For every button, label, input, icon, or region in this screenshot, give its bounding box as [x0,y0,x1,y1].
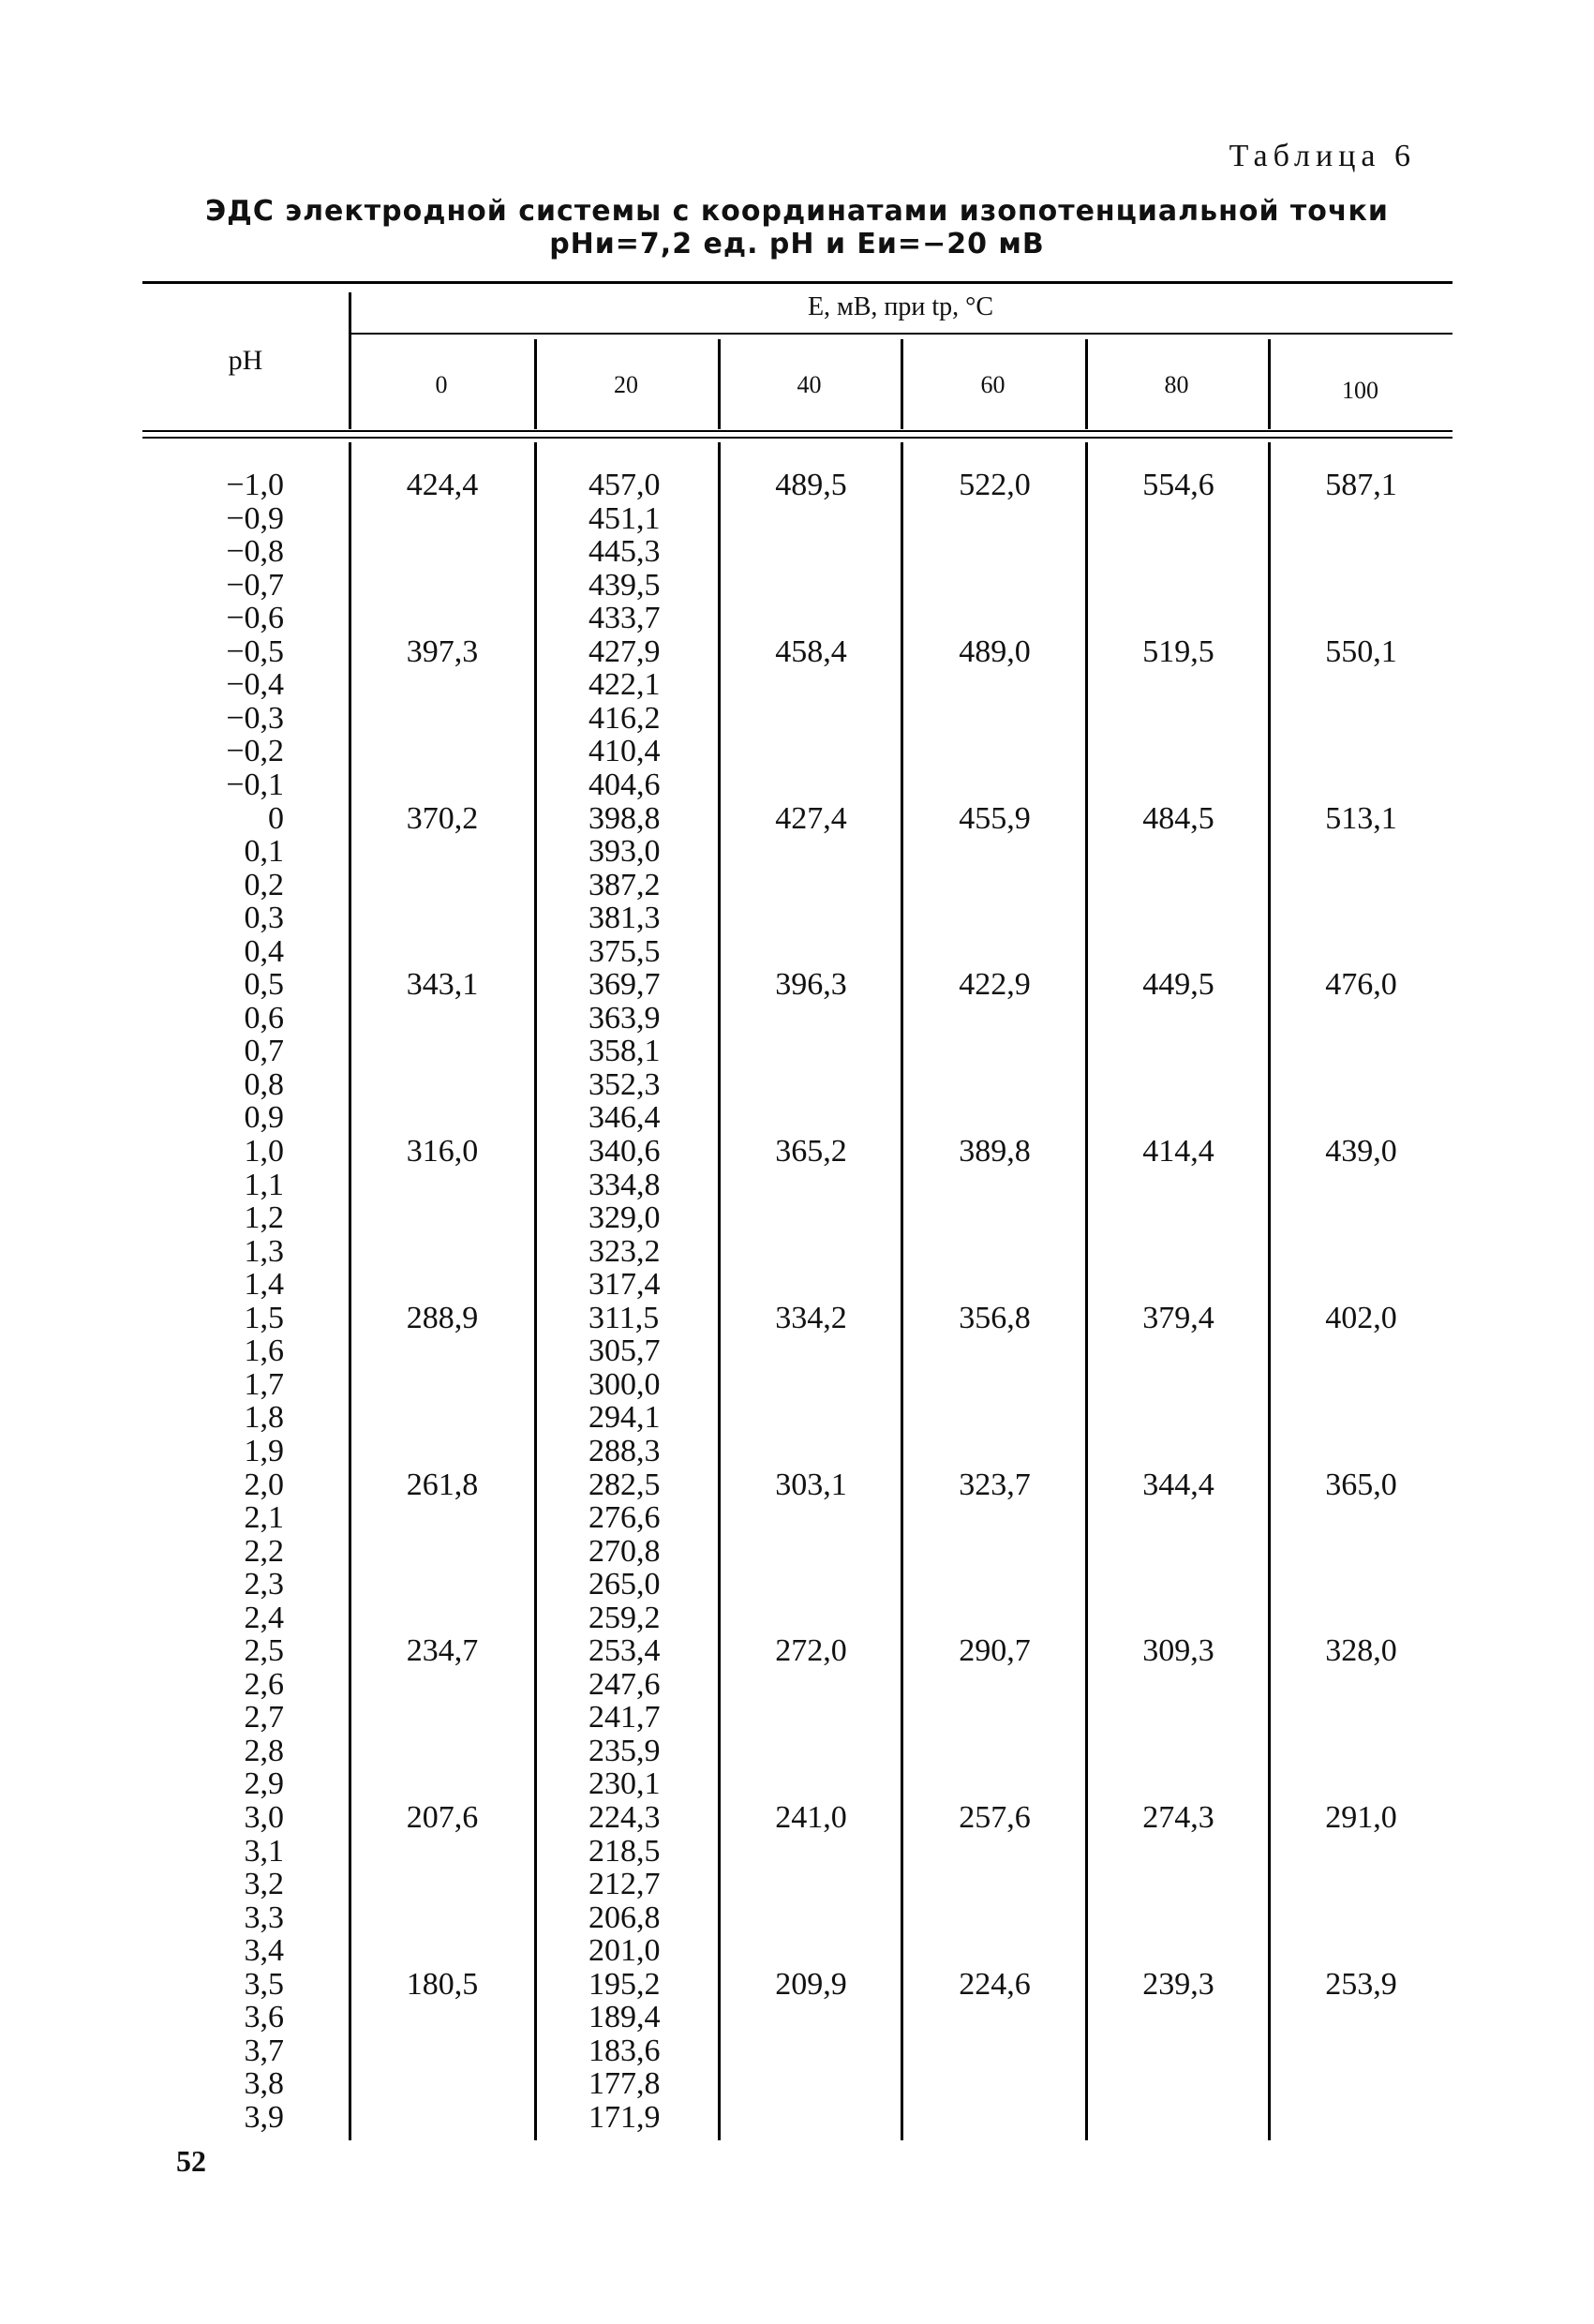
cell-t20: 329,0 [588,1200,661,1236]
cell-t0: 180,5 [406,1966,479,2002]
cell-t20: 457,0 [588,468,661,502]
cell-t20: 201,0 [588,1933,661,1969]
cell-t20: 416,2 [588,700,661,736]
table-row [0,735,1594,768]
cell-ph: −0,1 [226,767,284,802]
table-row [0,1268,1594,1302]
cell-t100: 291,0 [1325,1800,1397,1835]
cell-ph: 3,4 [244,1933,284,1969]
table-row [0,502,1594,536]
cell-ph: 1,8 [244,1400,284,1436]
cell-ph: 1,7 [244,1366,284,1402]
table-row [0,602,1594,635]
header-group-label: E, мВ, при tр, °C [807,292,994,321]
cell-ph: 3,7 [244,2033,284,2068]
table-row [0,1501,1594,1535]
cell-t60: 257,6 [959,1800,1031,1835]
cell-t20: 358,1 [588,1034,661,1069]
cell-ph: 3,3 [244,1899,284,1935]
cell-t20: 323,2 [588,1233,661,1269]
table-title-line-2: pHи=7,2 ед. pH и Eи=−20 мВ [549,228,1045,261]
cell-t100: 513,1 [1325,800,1397,836]
group-header-rule [349,333,1452,335]
cell-ph: 3,0 [244,1800,284,1835]
cell-ph: −0,6 [226,601,284,636]
header-ph: pH [228,345,263,376]
cell-ph: 2,6 [244,1666,284,1702]
cell-t40: 272,0 [775,1633,847,1669]
cell-t60: 455,9 [959,800,1031,836]
cell-t0: 261,8 [406,1467,479,1502]
table-row [0,702,1594,736]
cell-t20: 189,4 [588,2000,661,2035]
cell-ph: 0,3 [244,901,284,936]
cell-t100: 365,0 [1325,1467,1397,1502]
table-row [0,1035,1594,1068]
cell-t20: 340,6 [588,1134,661,1169]
cell-t80: 274,3 [1142,1800,1214,1835]
cell-ph: 0,9 [244,1100,284,1136]
table-row [0,1302,1594,1335]
table-row [0,1801,1594,1835]
table-row [0,968,1594,1002]
cell-t40: 489,5 [775,468,847,502]
table-row [0,1835,1594,1869]
header-temp-0: 0 [435,371,448,398]
cell-t100: 439,0 [1325,1134,1397,1169]
table-title-line-1: ЭДС электродной системы с координатами изопотенциальной точки [205,195,1389,228]
cell-t20: 445,3 [588,534,661,570]
cell-t60: 389,8 [959,1134,1031,1169]
cell-ph: 0,1 [244,834,284,870]
table-row [0,1968,1594,2002]
header-temp-80: 80 [1164,371,1189,398]
cell-t20: 352,3 [588,1066,661,1102]
cell-t40: 365,2 [775,1134,847,1169]
table-row [0,469,1594,502]
header-bottom-rule-2 [142,437,1452,439]
page-number: 52 [176,2144,206,2178]
table-row [0,935,1594,969]
cell-t0: 397,3 [406,633,479,669]
table-row [0,2101,1594,2135]
table-row [0,1934,1594,1968]
cell-t0: 316,0 [406,1134,479,1169]
cell-ph: −1,0 [226,468,284,502]
table-row [0,2001,1594,2034]
cell-t20: 334,8 [588,1167,661,1202]
cell-ph: 0,5 [244,967,284,1003]
cell-ph: 3,8 [244,2066,284,2102]
cell-t20: 265,0 [588,1567,661,1602]
cell-t20: 270,8 [588,1533,661,1569]
table-row [0,1368,1594,1402]
cell-ph: 3,6 [244,2000,284,2035]
cell-t100: 328,0 [1325,1633,1397,1669]
cell-ph: 1,5 [244,1300,284,1335]
cell-t40: 334,2 [775,1300,847,1335]
cell-t20: 439,5 [588,567,661,603]
header-temp-20: 20 [614,371,638,398]
cell-t20: 317,4 [588,1267,661,1303]
cell-ph: 0,6 [244,1000,284,1035]
cell-t0: 288,9 [406,1300,479,1335]
cell-ph: 2,0 [244,1467,284,1502]
table-row [0,1068,1594,1102]
cell-t20: 300,0 [588,1366,661,1402]
cell-t60: 522,0 [959,468,1031,502]
cell-t40: 427,4 [775,800,847,836]
cell-ph: 2,5 [244,1633,284,1669]
cell-t100: 587,1 [1325,468,1397,502]
cell-ph: 2,1 [244,1500,284,1536]
cell-t20: 288,3 [588,1433,661,1468]
cell-ph: 2,8 [244,1733,284,1768]
cell-ph: 2,9 [244,1766,284,1802]
cell-t20: 346,4 [588,1100,661,1136]
table-row [0,1701,1594,1735]
cell-t20: 433,7 [588,601,661,636]
cell-t20: 171,9 [588,2099,661,2135]
cell-ph: 2,3 [244,1567,284,1602]
table-row [0,1468,1594,1502]
cell-t0: 424,4 [406,468,479,502]
cell-t0: 343,1 [406,967,479,1003]
table-row [0,1634,1594,1668]
cell-t20: 230,1 [588,1766,661,1802]
cell-t20: 422,1 [588,667,661,703]
cell-ph: 3,2 [244,1867,284,1902]
cell-t80: 484,5 [1142,800,1214,836]
cell-t0: 370,2 [406,800,479,836]
table-top-rule [142,281,1452,284]
cell-t40: 241,0 [775,1800,847,1835]
cell-ph: 0,7 [244,1034,284,1069]
table-row [0,1568,1594,1601]
cell-t20: 195,2 [588,1966,661,2002]
cell-ph: 1,0 [244,1134,284,1169]
cell-t40: 396,3 [775,967,847,1003]
cell-t20: 305,7 [588,1333,661,1369]
table-row [0,901,1594,935]
cell-t80: 344,4 [1142,1467,1214,1502]
header-bottom-rule-1 [142,430,1452,432]
cell-t60: 422,9 [959,967,1031,1003]
cell-t0: 207,6 [406,1800,479,1835]
table-row [0,2034,1594,2068]
header-temp-40: 40 [797,371,822,398]
cell-t20: 451,1 [588,500,661,536]
cell-ph: −0,5 [226,633,284,669]
cell-t80: 554,6 [1142,468,1214,502]
cell-t20: 253,4 [588,1633,661,1669]
cell-t40: 458,4 [775,633,847,669]
table-row [0,768,1594,802]
cell-ph: 3,9 [244,2099,284,2135]
table-row [0,1169,1594,1202]
cell-ph: 0,8 [244,1066,284,1102]
table-row [0,1435,1594,1468]
cell-t20: 247,6 [588,1666,661,1702]
cell-t60: 356,8 [959,1300,1031,1335]
cell-t60: 290,7 [959,1633,1031,1669]
cell-t20: 212,7 [588,1867,661,1902]
cell-ph: 3,1 [244,1833,284,1869]
cell-t20: 375,5 [588,933,661,969]
cell-t80: 379,4 [1142,1300,1214,1335]
table-row [0,1334,1594,1368]
table-row [0,1735,1594,1768]
cell-t80: 239,3 [1142,1966,1214,2002]
cell-ph: 2,4 [244,1600,284,1635]
table-row [0,1767,1594,1801]
cell-ph: 2,2 [244,1533,284,1569]
cell-t20: 282,5 [588,1467,661,1502]
cell-t20: 427,9 [588,633,661,669]
cell-t20: 183,6 [588,2033,661,2068]
table-row [0,1201,1594,1235]
cell-ph: 1,2 [244,1200,284,1236]
cell-ph: 3,5 [244,1966,284,2002]
cell-t100: 550,1 [1325,633,1397,669]
table-row [0,1135,1594,1169]
cell-ph: 2,7 [244,1700,284,1736]
cell-t100: 402,0 [1325,1300,1397,1335]
cell-ph: 0,4 [244,933,284,969]
cell-t40: 209,9 [775,1966,847,2002]
cell-t20: 398,8 [588,800,661,836]
cell-t60: 323,7 [959,1467,1031,1502]
table-row [0,668,1594,702]
cell-t20: 369,7 [588,967,661,1003]
cell-ph: −0,4 [226,667,284,703]
cell-t20: 410,4 [588,734,661,769]
cell-t60: 224,6 [959,1966,1031,2002]
cell-t20: 276,6 [588,1500,661,1536]
cell-t80: 449,5 [1142,967,1214,1003]
cell-t20: 235,9 [588,1733,661,1768]
cell-t20: 363,9 [588,1000,661,1035]
cell-ph: −0,3 [226,700,284,736]
cell-t20: 294,1 [588,1400,661,1436]
table-row [0,1101,1594,1135]
table-row [0,635,1594,669]
table-row [0,869,1594,902]
cell-t20: 177,8 [588,2066,661,2102]
header-temp-60: 60 [980,371,1006,398]
cell-t20: 224,3 [588,1800,661,1835]
cell-ph: 1,9 [244,1433,284,1468]
cell-t60: 489,0 [959,633,1031,669]
cell-t40: 303,1 [775,1467,847,1502]
cell-ph: −0,7 [226,567,284,603]
cell-t20: 381,3 [588,901,661,936]
cell-t20: 259,2 [588,1600,661,1635]
cell-t20: 393,0 [588,834,661,870]
cell-t80: 414,4 [1142,1134,1214,1169]
cell-ph: 1,1 [244,1167,284,1202]
table-row [0,569,1594,603]
cell-ph: −0,2 [226,734,284,769]
cell-ph: 1,3 [244,1233,284,1269]
cell-t100: 476,0 [1325,967,1397,1003]
table-row [0,835,1594,869]
table-row [0,1668,1594,1702]
cell-t20: 387,2 [588,867,661,902]
table-caption: Таблица 6 [1229,139,1416,173]
table-row [0,1868,1594,1901]
cell-ph: 0,2 [244,867,284,902]
table-row [0,1002,1594,1035]
cell-ph: −0,8 [226,534,284,570]
cell-t20: 218,5 [588,1833,661,1869]
cell-t80: 519,5 [1142,633,1214,669]
cell-t80: 309,3 [1142,1633,1214,1669]
cell-t20: 311,5 [588,1300,660,1335]
cell-ph: 0 [268,800,284,836]
table-row [0,802,1594,836]
table-row [0,1901,1594,1935]
header-temp-100: 100 [1342,377,1378,404]
cell-t20: 404,6 [588,767,661,802]
table-row [0,1401,1594,1435]
cell-t20: 241,7 [588,1700,661,1736]
cell-t0: 234,7 [406,1633,479,1669]
table-row [0,1235,1594,1269]
cell-t100: 253,9 [1325,1966,1397,2002]
table-row [0,1535,1594,1569]
cell-t20: 206,8 [588,1899,661,1935]
table-row [0,535,1594,569]
table-row [0,2067,1594,2101]
table-row [0,1601,1594,1635]
cell-ph: 1,6 [244,1333,284,1369]
cell-ph: 1,4 [244,1267,284,1303]
cell-ph: −0,9 [226,500,284,536]
